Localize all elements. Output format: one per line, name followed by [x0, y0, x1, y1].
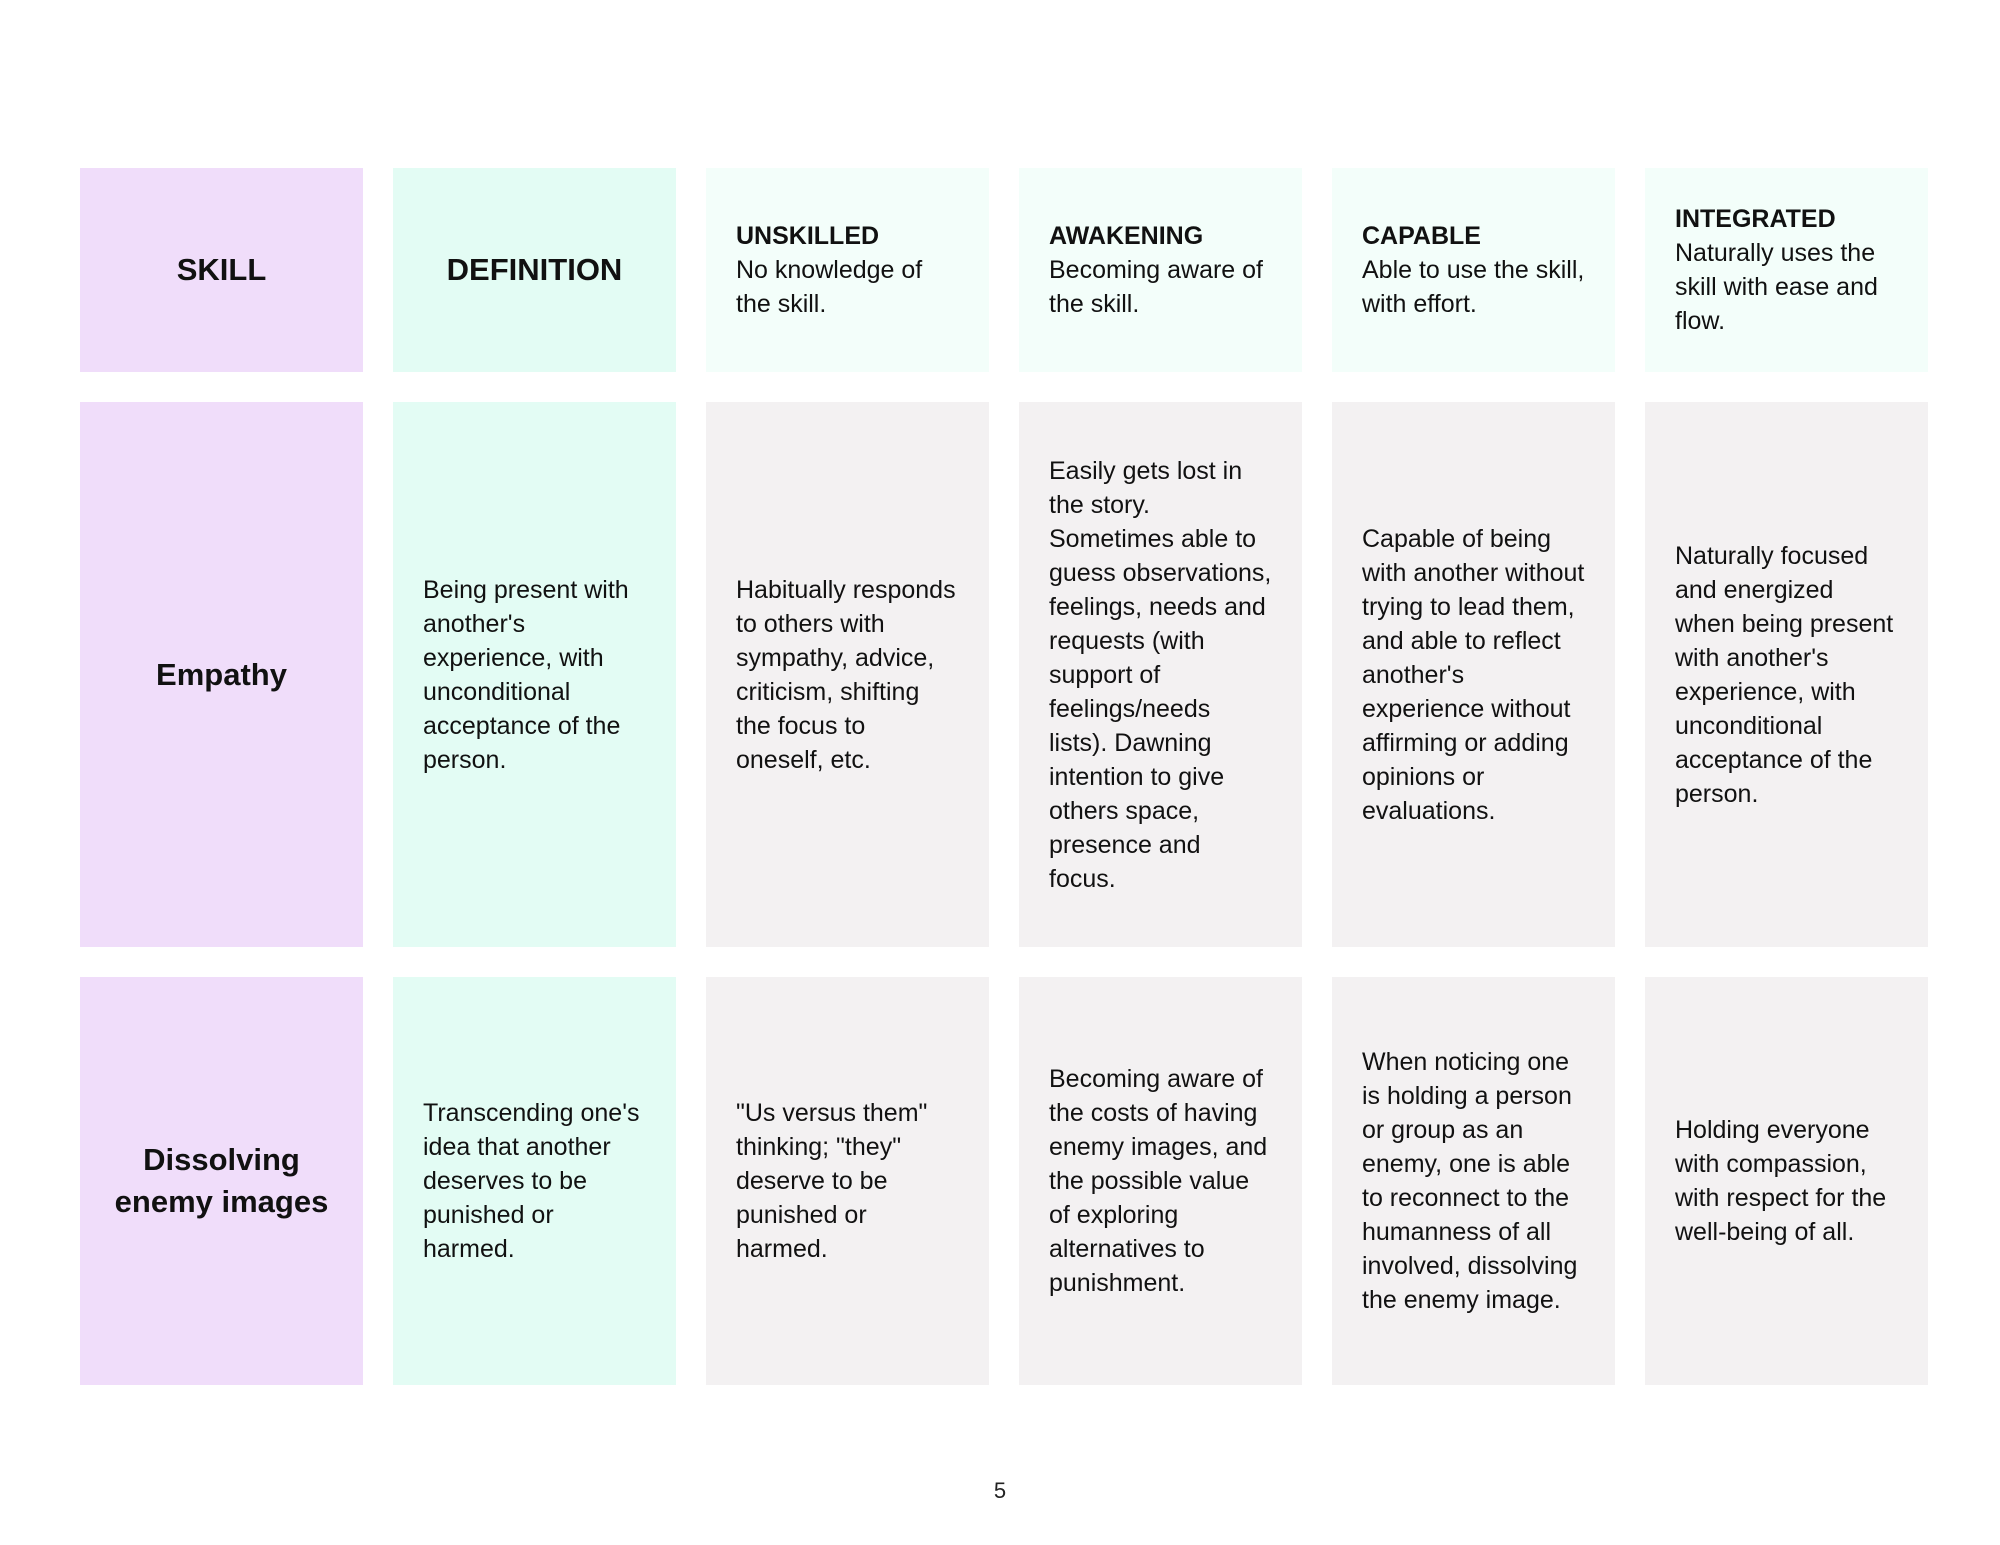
level-cell-empathy-awakening	[1019, 402, 1302, 947]
level-name: INTEGRATED	[1675, 205, 1836, 233]
level-text: Easily gets lost in the story. Sometimes able to guess observations, feelings, needs and requests (with support of feelings/needs lists). Dawning intention to give others space, presence and focus.	[1049, 456, 1272, 893]
header-definition-label: DEFINITION	[446, 252, 623, 287]
level-cell-empathy-capable	[1332, 402, 1615, 947]
skill-cell-empathy	[80, 402, 363, 947]
level-description: Becoming aware of the skill.	[1049, 256, 1264, 318]
skill-cell-dissolving-enemy-images	[80, 977, 363, 1385]
header-level-integrated	[1645, 168, 1928, 372]
level-description: No knowledge of the skill.	[736, 256, 923, 318]
level-cell-dissolving-awakening	[1019, 977, 1302, 1385]
level-cell-dissolving-unskilled	[706, 977, 989, 1385]
header-level-capable	[1332, 168, 1615, 372]
skill-name: Empathy	[156, 656, 287, 692]
level-name: AWAKENING	[1049, 222, 1204, 250]
header-skill-label: SKILL	[176, 252, 267, 287]
level-text: Capable of being with another without trying to lead them, and able to reflect another's experience without affirming or adding opinions or evaluations.	[1362, 524, 1585, 825]
level-cell-empathy-unskilled	[706, 402, 989, 947]
page-number: 5	[993, 1478, 1007, 1503]
definition-cell-empathy	[393, 402, 676, 947]
level-text: "Us versus them" thinking; "they" deserve to be punished or harmed.	[736, 1099, 928, 1263]
skill-name: Dissolving enemy images	[114, 1142, 329, 1219]
level-text: Holding everyone with compassion, with respect for the well-being of all.	[1675, 1116, 1887, 1246]
definition-text: Transcending one's idea that another deserves to be punished or harmed.	[423, 1099, 640, 1263]
level-text: Naturally focused and energized when being present with another's experience, with unconditional acceptance of the person.	[1675, 541, 1894, 808]
level-description: Naturally uses the skill with ease and flow.	[1675, 239, 1878, 335]
level-text: When noticing one is holding a person or group as an enemy, one is able to reconnect to the humanness of all involved, dissolving the enemy image.	[1362, 1048, 1578, 1314]
header-definition-cell	[393, 168, 676, 372]
level-name: UNSKILLED	[736, 222, 880, 250]
header-level-awakening	[1019, 168, 1302, 372]
header-skill-cell	[80, 168, 363, 372]
level-cell-dissolving-capable	[1332, 977, 1615, 1385]
level-cell-empathy-integrated	[1645, 402, 1928, 947]
skills-table	[80, 168, 1928, 1385]
level-name: CAPABLE	[1362, 222, 1481, 250]
definition-cell-dissolving-enemy-images	[393, 977, 676, 1385]
level-text: Habitually responds to others with sympathy, advice, criticism, shifting the focus to oneself, etc.	[736, 575, 956, 774]
header-level-unskilled	[706, 168, 989, 372]
definition-text: Being present with another's experience, with unconditional acceptance of the person.	[423, 575, 629, 774]
level-description: Able to use the skill, with effort.	[1362, 256, 1585, 318]
level-cell-dissolving-integrated	[1645, 977, 1928, 1385]
level-text: Becoming aware of the costs of having enemy images, and the possible value of exploring alternatives to punishment.	[1049, 1065, 1268, 1297]
